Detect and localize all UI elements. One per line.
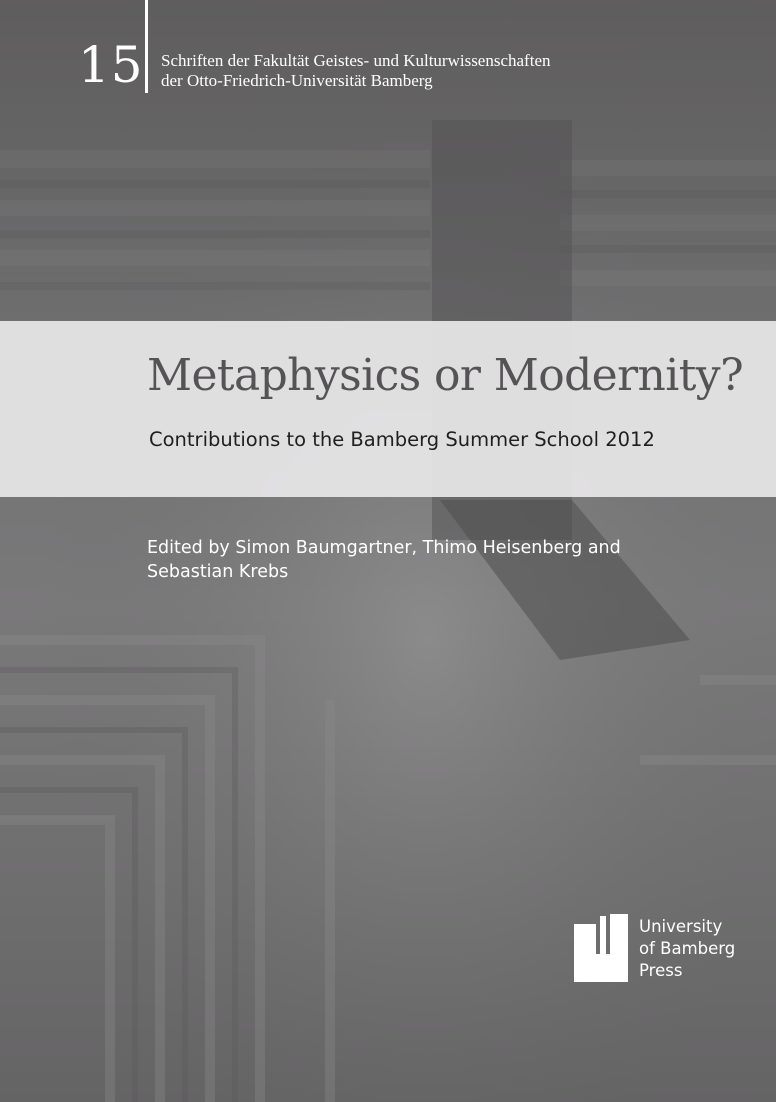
publisher-logo-icon: [574, 914, 628, 982]
publisher-line-3: Press: [639, 961, 683, 980]
editors: [147, 536, 667, 584]
series-number: 15: [78, 36, 144, 94]
series-title-line-2: der Otto-Friedrich-Universität Bamberg: [161, 71, 433, 90]
series-title: [161, 51, 551, 91]
publisher-name: [639, 916, 735, 982]
publisher-line-1: University: [639, 917, 723, 936]
editors-line-2: Sebastian Krebs: [147, 562, 289, 582]
series-title-line-1: Schriften der Fakultät Geistes- und Kulturwissenschaften: [161, 51, 551, 70]
series-divider: [145, 0, 148, 93]
editors-line-1: Edited by Simon Baumgartner, Thimo Heisenberg and: [147, 538, 621, 558]
publisher-line-2: of Bamberg: [639, 939, 736, 958]
book-subtitle: Contributions to the Bamberg Summer School 2012: [149, 428, 655, 451]
book-title: Metaphysics or Modernity?: [147, 350, 744, 401]
